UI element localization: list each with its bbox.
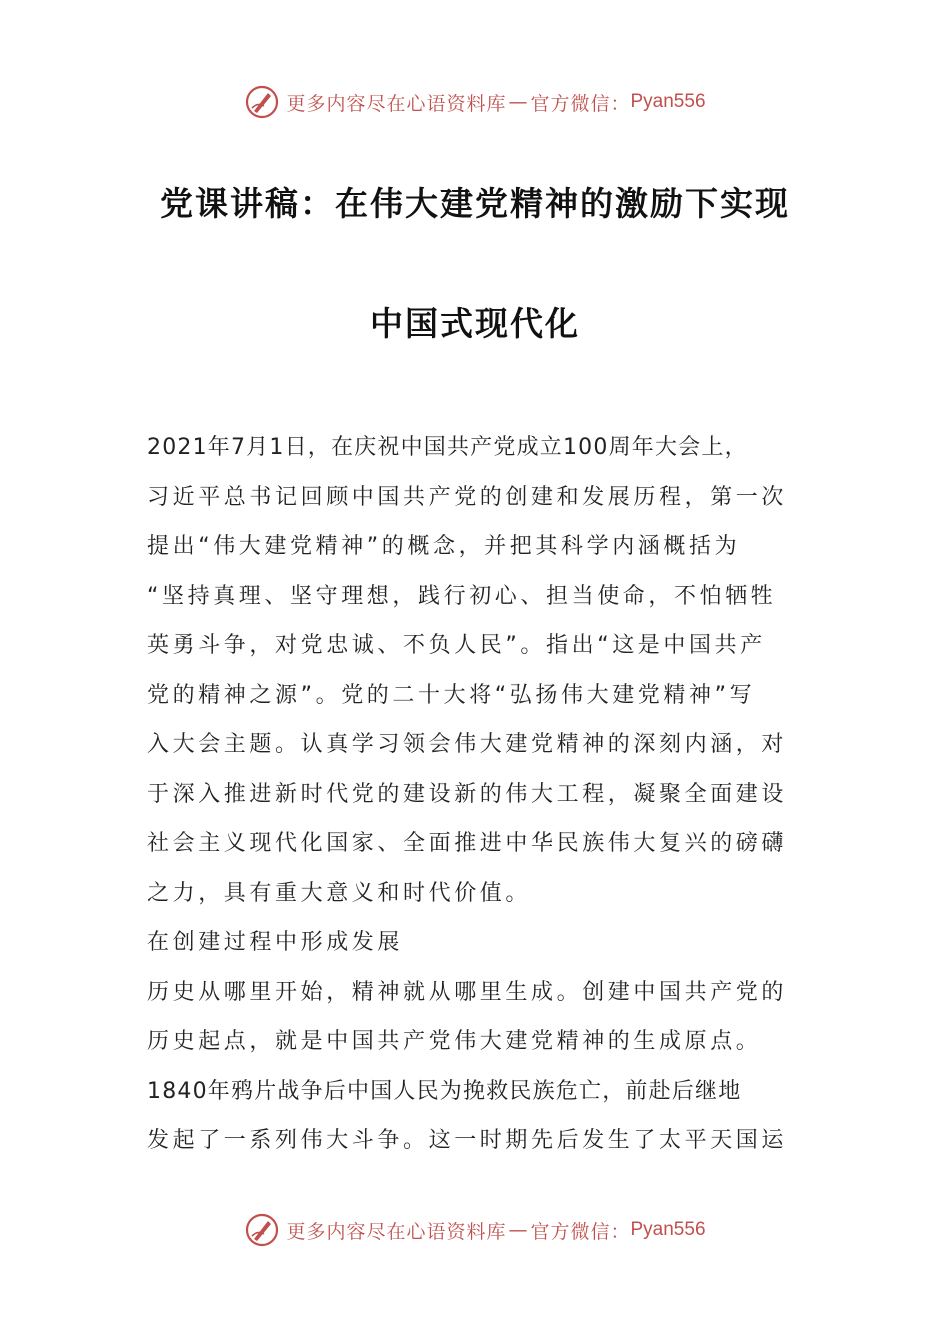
pen-logo-icon	[244, 1212, 280, 1248]
body-line: 发起了一系列伟大斗争。这一时期先后发生了太平天国运	[147, 1128, 788, 1153]
body-line: 党的精神之源”。党的二十大将“弘扬伟大建党精神”写	[147, 682, 756, 708]
body-line: 之力，具有重大意义和时代价值。	[147, 880, 532, 906]
watermark-wechat-label: 官方微信：	[530, 1220, 631, 1243]
watermark-text: 更多内容尽在心语资料库	[286, 1220, 507, 1243]
footer-watermark	[0, 1208, 950, 1252]
body-line: 社会主义现代化国家、全面推进中华民族伟大复兴的磅礴	[147, 831, 788, 856]
body-line: 1840年鸦片战争后中国人民为挽救民族危亡，前赴后继地	[147, 1078, 742, 1104]
page-title-line-1: 党课讲稿：在伟大建党精神的激励下实现	[160, 184, 790, 223]
watermark-text: 更多内容尽在心语资料库	[286, 92, 507, 115]
watermark-separator: —	[508, 91, 529, 113]
body-line: 历史起点，就是中国共产党伟大建党精神的生成原点。	[147, 1029, 762, 1054]
section-heading: 在创建过程中形成发展	[147, 930, 404, 955]
watermark-account: Pyan556	[630, 1219, 706, 1240]
body-line: 历史从哪里开始，精神就从哪里生成。创建中国共产党的	[147, 979, 788, 1005]
pen-logo-icon	[244, 84, 280, 120]
body-line: 提出“伟大建党精神”的概念，并把其科学内涵概括为	[147, 534, 741, 559]
body-line: 英勇斗争，对党忠诚、不负人民”。指出“这是中国共产	[147, 633, 766, 658]
article-body	[147, 428, 827, 1171]
body-line: 入大会主题。认真学习领会伟大建党精神的深刻内涵，对	[147, 732, 788, 757]
page-title-line-2: 中国式现代化	[370, 304, 580, 343]
body-line: 于深入推进新时代党的建设新的伟大工程，凝聚全面建设	[147, 781, 788, 807]
body-line: 2021年7月1日，在庆祝中国共产党成立100周年大会上，	[147, 435, 748, 460]
header-watermark	[0, 80, 950, 124]
body-line: 习近平总书记回顾中国共产党的创建和发展历程，第一次	[147, 484, 788, 510]
watermark-wechat-label: 官方微信：	[530, 92, 631, 115]
watermark-separator: —	[508, 1219, 529, 1241]
watermark-account: Pyan556	[630, 91, 706, 112]
body-line: “坚持真理、坚守理想，践行初心、担当使命，不怕牺牲	[147, 583, 777, 609]
